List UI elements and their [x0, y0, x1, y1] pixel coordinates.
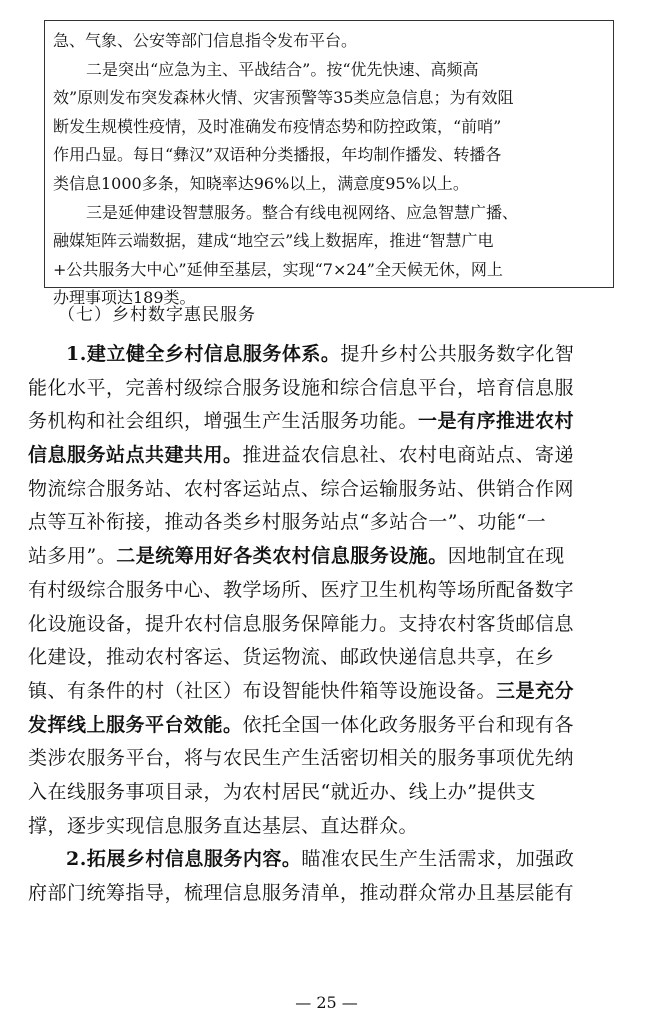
box-line: 效”原则发布突发森林火情、灾害预警等35类应急信息；为有效阻 [53, 88, 514, 108]
text-line [28, 405, 628, 439]
text-line [28, 506, 628, 540]
box-line: 办理事项达189类。 [53, 288, 196, 308]
box-line: +公共服务大中心”延伸至基层，实现“7×24”全天候无休，网上 [53, 259, 503, 279]
text-span: 化设施设备，提升农村信息服务保障能力。支持农村客货邮信息 [28, 612, 575, 635]
text-line [28, 843, 628, 877]
box-line: 作用凸显。每日“彝汉”双语种分类播报，年均制作播发、转播各 [53, 145, 502, 165]
bold-phrase: 信息服务站点共建共用。 [28, 444, 243, 467]
text-span: 能化水平，完善村级综合服务设施和综合信息平台，培育信息服 [28, 376, 575, 399]
text-span: 化建设，推动农村客运、货运物流、邮政快递信息共享，在乡 [28, 646, 555, 669]
text-span: 点等互补衔接，推动各类乡村服务站点“多站合一”、功能“一 [28, 511, 547, 534]
text-line [28, 574, 628, 608]
text-span: 提升乡村公共服务数字化智 [340, 343, 575, 365]
text-line [28, 338, 628, 372]
text-line [28, 608, 628, 642]
text-line [28, 776, 628, 810]
text-span: 站多用”。 [28, 545, 117, 568]
box-line: 急、气象、公安等部门信息指令发布平台。 [53, 31, 358, 50]
text-span: 推进益农信息社、农村电商站点、寄递 [242, 444, 575, 467]
bold-phrase: 发挥线上服务平台效能。 [28, 713, 243, 736]
bold-phrase: 一是有序推进农村 [418, 410, 575, 433]
bold-phrase: 二是统筹用好各类农村信息服务设施。 [116, 545, 448, 568]
text-line [28, 742, 628, 776]
text-line [28, 709, 628, 743]
box-line: 二是突出“应急为主、平战结合”。按“优先快速、高频高 [86, 59, 479, 79]
section-heading: （七）乡村数字惠民服务 [58, 305, 256, 325]
bold-phrase: 三是充分 [496, 679, 575, 702]
subheading: 1.建立健全乡村信息服务体系。 [66, 343, 341, 365]
text-span: 务机构和社会组织，增强生产生活服务功能。 [28, 410, 419, 433]
text-line [28, 439, 628, 473]
text-span: 府部门统筹指导，梳理信息服务清单，推动群众常办且基层能有 [28, 882, 575, 904]
text-span: 物流综合服务站、农村客运站点、综合运输服务站、供销合作网 [28, 477, 575, 500]
text-line [28, 372, 628, 406]
text-span: 入在线服务事项目录，为农村居民“就近办、线上办”提供支 [28, 780, 536, 803]
box-line: 类信息1000多条，知晓率达96%以上，满意度95%以上。 [53, 173, 469, 193]
text-line [28, 641, 628, 675]
text-line [28, 877, 628, 911]
box-line: 融媒矩阵云端数据，建成“地空云”线上数据库，推进“智慧广电 [53, 231, 494, 251]
case-study-box [44, 20, 614, 308]
box-line: 三是延伸建设智慧服务。整合有线电视网络、应急智慧广播、 [86, 202, 519, 222]
text-span: 有村级综合服务中心、教学场所、医疗卫生机构等场所配备数字 [28, 578, 575, 601]
subheading: 2.拓展乡村信息服务内容。 [66, 848, 302, 871]
text-span: 瞄准农民生产生活需求，加强政 [301, 848, 575, 871]
text-line [28, 540, 628, 574]
text-line [28, 810, 628, 844]
text-span: 撑，逐步实现信息服务直达基层、直达群众。 [28, 814, 419, 837]
page-number: — 25 — [295, 993, 358, 1012]
text-span: 依托全国一体化政务服务平台和现有各 [242, 713, 575, 736]
text-span: 类涉农服务平台，将与农民生产生活密切相关的服务事项优先纳 [28, 747, 575, 770]
text-line [28, 675, 628, 709]
box-line: 断发生规模性疫情，及时准确发布疫情态势和防控政策，“前哨” [53, 116, 502, 136]
text-line [28, 473, 628, 507]
text-span: 因地制宜在现 [447, 545, 565, 568]
body-text [28, 338, 628, 911]
text-span: 镇、有条件的村（社区）布设智能快件箱等设施设备。 [28, 679, 497, 702]
